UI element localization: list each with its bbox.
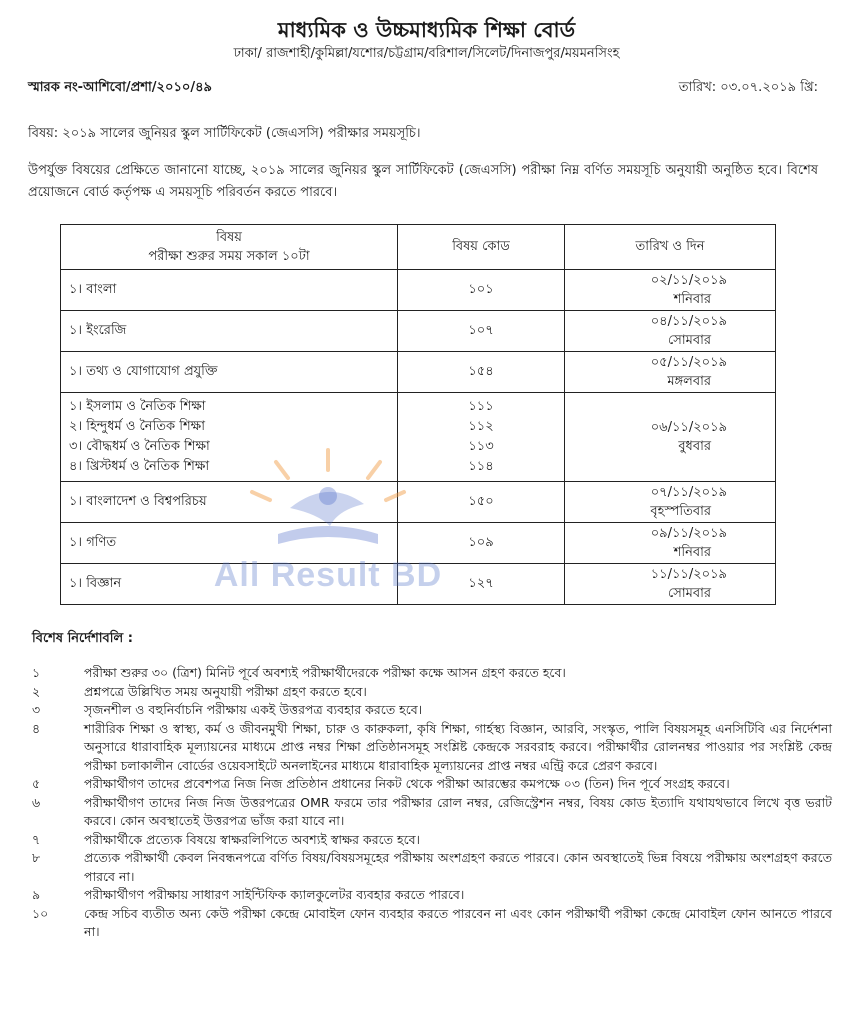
code-cell <box>398 393 565 482</box>
exam-day: বুধবার <box>678 439 711 454</box>
date-day-cell <box>565 393 776 482</box>
subject-code: ১৫০ <box>468 494 494 509</box>
date-day-cell <box>565 311 776 352</box>
table-row <box>61 482 776 523</box>
subject-name: ২। হিন্দুধর্ম ও নৈতিক শিক্ষা <box>69 419 205 434</box>
instruction-text: পরীক্ষার্থীগণ পরীক্ষায় সাধারণ সাইন্টিফিক ক্যালকুলেটর ব্যবহার করতে পারবে। <box>84 887 465 902</box>
subject-cell <box>61 523 398 564</box>
code-cell <box>398 311 565 352</box>
subject-name: ৪। খ্রিস্টধর্ম ও নৈতিক শিক্ষা <box>69 459 210 474</box>
watermark-text: All Result BD <box>213 556 443 594</box>
subject-code: ১০৭ <box>468 323 494 338</box>
subject-line: বিষয়: ২০১৯ সালের জুনিয়র স্কুল সার্টিফিকেট (জেএসসি) পরীক্ষার সময়সূচি। <box>28 126 421 141</box>
instruction-text: পরীক্ষার্থীগণ তাদের নিজ নিজ উত্তরপত্রের OMR ফরমে তার পরীক্ষার রোল নম্বর, রেজিস্ট্রেশন নম্বর, বিষয় কোড ইত্যাদি যথাযথভাবে লিখে বৃত্ত ভরাট করবে। কোন অবস্থাতেই উত্তরপত্র ভাঁজ করা যাবে না। <box>84 794 832 828</box>
intro-paragraph: উপর্যুক্ত বিষয়ের প্রেক্ষিতে জানানো যাচ্ছে, ২০১৯ সালের জুনিয়র স্কুল সার্টিফিকেট (জেএসসি) পরীক্ষা নিম্ন বর্ণিত সময়সূচি অনুযায়ী অনুষ্ঠিত হবে। বিশেষ প্রয়োজনে বোর্ড কর্তৃপক্ষ এ সময়সূচি পরিবর্তন করতে পারবে। <box>28 163 818 200</box>
list-item <box>32 701 832 720</box>
instruction-text: প্রত্যেক পরীক্ষার্থী কেবল নিবন্ধনপত্রে বর্ণিত বিষয়/বিষয়সমূহের পরীক্ষায় অংশগ্রহণ করতে পারবে। কোন অবস্থাতেই ভিন্ন বিষয়ে পরীক্ষায় অংশগ্রহণ করতে পারবে না। <box>84 850 832 884</box>
subject-cell <box>61 482 398 523</box>
date-day-cell <box>565 564 776 605</box>
table-row <box>61 352 776 393</box>
header-code: বিষয় কোড <box>398 225 565 270</box>
subject-code: ১৫৪ <box>468 364 494 379</box>
instruction-number: ৯ <box>32 887 41 902</box>
instructions-list <box>32 664 832 942</box>
instruction-number: ৫ <box>32 776 41 791</box>
exam-day: শনিবার <box>673 292 711 307</box>
table-row <box>61 564 776 605</box>
header-date-day: তারিখ ও দিন <box>565 225 776 270</box>
list-item <box>32 849 832 886</box>
table-row <box>61 523 776 564</box>
code-cell <box>398 523 565 564</box>
subject-cell <box>61 311 398 352</box>
subject-code: ১১৩ <box>468 439 494 454</box>
board-cities: ঢাকা/ রাজশাহী/কুমিল্লা/যশোর/চট্টগ্রাম/বরিশাল/সিলেট/দিনাজপুর/ময়মনসিংহ <box>233 46 620 61</box>
memo-number: স্মারক নং-আশিবো/প্রশা/২০১০/৪৯ <box>28 80 212 95</box>
instruction-text: পরীক্ষার্থীকে প্রত্যেক বিষয়ে স্বাক্ষরলিপিতে অবশ্যই স্বাক্ষর করতে হবে। <box>84 831 421 847</box>
exam-day: মঙ্গলবার <box>667 374 711 389</box>
subject-code: ১০৯ <box>468 535 494 550</box>
date-day-cell <box>565 523 776 564</box>
table-row <box>61 311 776 352</box>
exam-day: বৃহস্পতিবার <box>650 504 711 519</box>
code-cell <box>398 564 565 605</box>
subject-name: ১। ইংরেজি <box>69 323 127 338</box>
exam-date: ১১/১১/২০১৯ <box>650 567 727 582</box>
list-item <box>32 886 832 905</box>
subject-name: ১। ইসলাম ও নৈতিক শিক্ষা <box>69 399 206 414</box>
instruction-text: প্রশ্নপত্রে উল্লিখিত সময় অনুযায়ী পরীক্ষা গ্রহণ করতে হবে। <box>84 683 367 699</box>
list-item <box>32 794 832 831</box>
exam-day: সোমবার <box>667 333 711 348</box>
exam-day: সোমবার <box>667 586 711 601</box>
exam-day: শনিবার <box>673 545 711 560</box>
exam-date: ০২/১১/২০১৯ <box>650 273 727 288</box>
header-subject <box>61 225 398 270</box>
instruction-text: সৃজনশীল ও বহুনির্বাচনি পরীক্ষায় একই উত্তরপত্র ব্যবহার করতে হবে। <box>84 702 423 717</box>
subject-name: ১। তথ্য ও যোগাযোগ প্রযুক্তি <box>69 364 218 379</box>
subject-cell <box>61 270 398 311</box>
instruction-text: কেন্দ্র সচিব ব্যতীত অন্য কেউ পরীক্ষা কেন্দ্রে মোবাইল ফোন ব্যবহার করতে পারবেন না এবং কোন পরীক্ষার্থী পরীক্ষা কেন্দ্রে মোবাইল ফোন আনতে পারবে না। <box>84 905 832 939</box>
code-cell <box>398 270 565 311</box>
header-subject-line1: বিষয় <box>216 230 242 245</box>
header-subject-line2: পরীক্ষা শুরুর সময় সকাল ১০টা <box>148 249 310 264</box>
code-cell <box>398 482 565 523</box>
subject-code: ১১৪ <box>468 459 494 474</box>
exam-schedule-table <box>60 224 776 605</box>
subject-code: ১১১ <box>468 399 494 414</box>
instruction-number: ১০ <box>32 905 49 921</box>
instruction-number: ৭ <box>32 831 41 847</box>
subject-code: ১০১ <box>468 282 494 297</box>
instruction-number: ২ <box>32 683 41 699</box>
board-title: মাধ্যমিক ও উচ্চমাধ্যমিক শিক্ষা বোর্ড <box>277 18 576 42</box>
instruction-number: ৩ <box>32 702 41 717</box>
subject-name: ১। বিজ্ঞান <box>69 576 122 591</box>
subject-cell <box>61 352 398 393</box>
instruction-number: ৮ <box>32 850 41 865</box>
date-day-cell <box>565 352 776 393</box>
list-item <box>32 683 832 702</box>
exam-date: ০৫/১১/২০১৯ <box>650 355 727 370</box>
exam-date: ০৭/১১/২০১৯ <box>650 485 727 500</box>
list-item <box>32 831 832 850</box>
table-row <box>61 393 776 482</box>
table-row <box>61 270 776 311</box>
exam-date: ০৪/১১/২০১৯ <box>650 314 727 329</box>
subject-cell <box>61 393 398 482</box>
subject-name: ৩। বৌদ্ধধর্ম ও নৈতিক শিক্ষা <box>69 439 210 454</box>
instruction-text: পরীক্ষার্থীগণ তাদের প্রবেশপত্র নিজ নিজ প্রতিষ্ঠান প্রধানের নিকট থেকে পরীক্ষা আরম্ভের কমপক্ষে ০৩ (তিন) দিন পূর্বে সংগ্রহ করবে। <box>84 776 730 791</box>
subject-name: ১। গণিত <box>69 535 117 550</box>
list-item <box>32 664 832 683</box>
list-item <box>32 905 832 942</box>
issue-date: তারিখ: ০৩.০৭.২০১৯ খ্রি: <box>678 80 818 95</box>
table-header-row <box>61 225 776 270</box>
date-day-cell <box>565 270 776 311</box>
subject-cell <box>61 564 398 605</box>
subject-name: ১। বাংলা <box>69 282 117 297</box>
instructions-title: বিশেষ নির্দেশাবলি : <box>32 631 133 646</box>
instruction-number: ১ <box>32 665 41 680</box>
exam-date: ০৯/১১/২০১৯ <box>650 526 727 541</box>
subject-code: ১২৭ <box>468 576 494 591</box>
subject-code: ১১২ <box>468 419 494 434</box>
list-item <box>32 775 832 794</box>
subject-name: ১। বাংলাদেশ ও বিশ্বপরিচয় <box>69 494 207 509</box>
code-cell <box>398 352 565 393</box>
date-day-cell <box>565 482 776 523</box>
exam-date: ০৬/১১/২০১৯ <box>650 420 727 435</box>
list-item <box>32 720 832 776</box>
instruction-number: ৪ <box>32 720 41 736</box>
instruction-text: শারীরিক শিক্ষা ও স্বাস্থ্য, কর্ম ও জীবনমুখী শিক্ষা, চারু ও কারুকলা, কৃষি শিক্ষা, গার্হস্থ্য বিজ্ঞান, আরবি, সংস্কৃত, পালি বিষয়সমূহ এনসিটিবি এর নির্দেশনা অনুসারে ধারাবাহিক মূল্যায়নের মাধ্যমে প্রাপ্ত নম্বর শিক্ষা প্রতিষ্ঠানসমূহ সংশ্লিষ্ট কেন্দ্রকে সরবরাহ করবে। পরীক্ষার্থীর রোলনম্বর পাওয়ার পর সংশ্লিষ্ট কেন্দ্র পরীক্ষা চলাকালীন বোর্ডের ওয়েবসাইটে অনলাইনের মাধ্যমে ধারাবাহিক মূল্যায়নের প্রাপ্ত নম্বর এন্ট্রি করে প্রেরণ করবে। <box>84 720 832 773</box>
instruction-number: ৬ <box>32 794 41 810</box>
instruction-text: পরীক্ষা শুরুর ৩০ (ত্রিশ) মিনিট পূর্বে অবশ্যই পরীক্ষার্থীদেরকে পরীক্ষা কক্ষে আসন গ্রহণ করতে হবে। <box>84 665 566 680</box>
